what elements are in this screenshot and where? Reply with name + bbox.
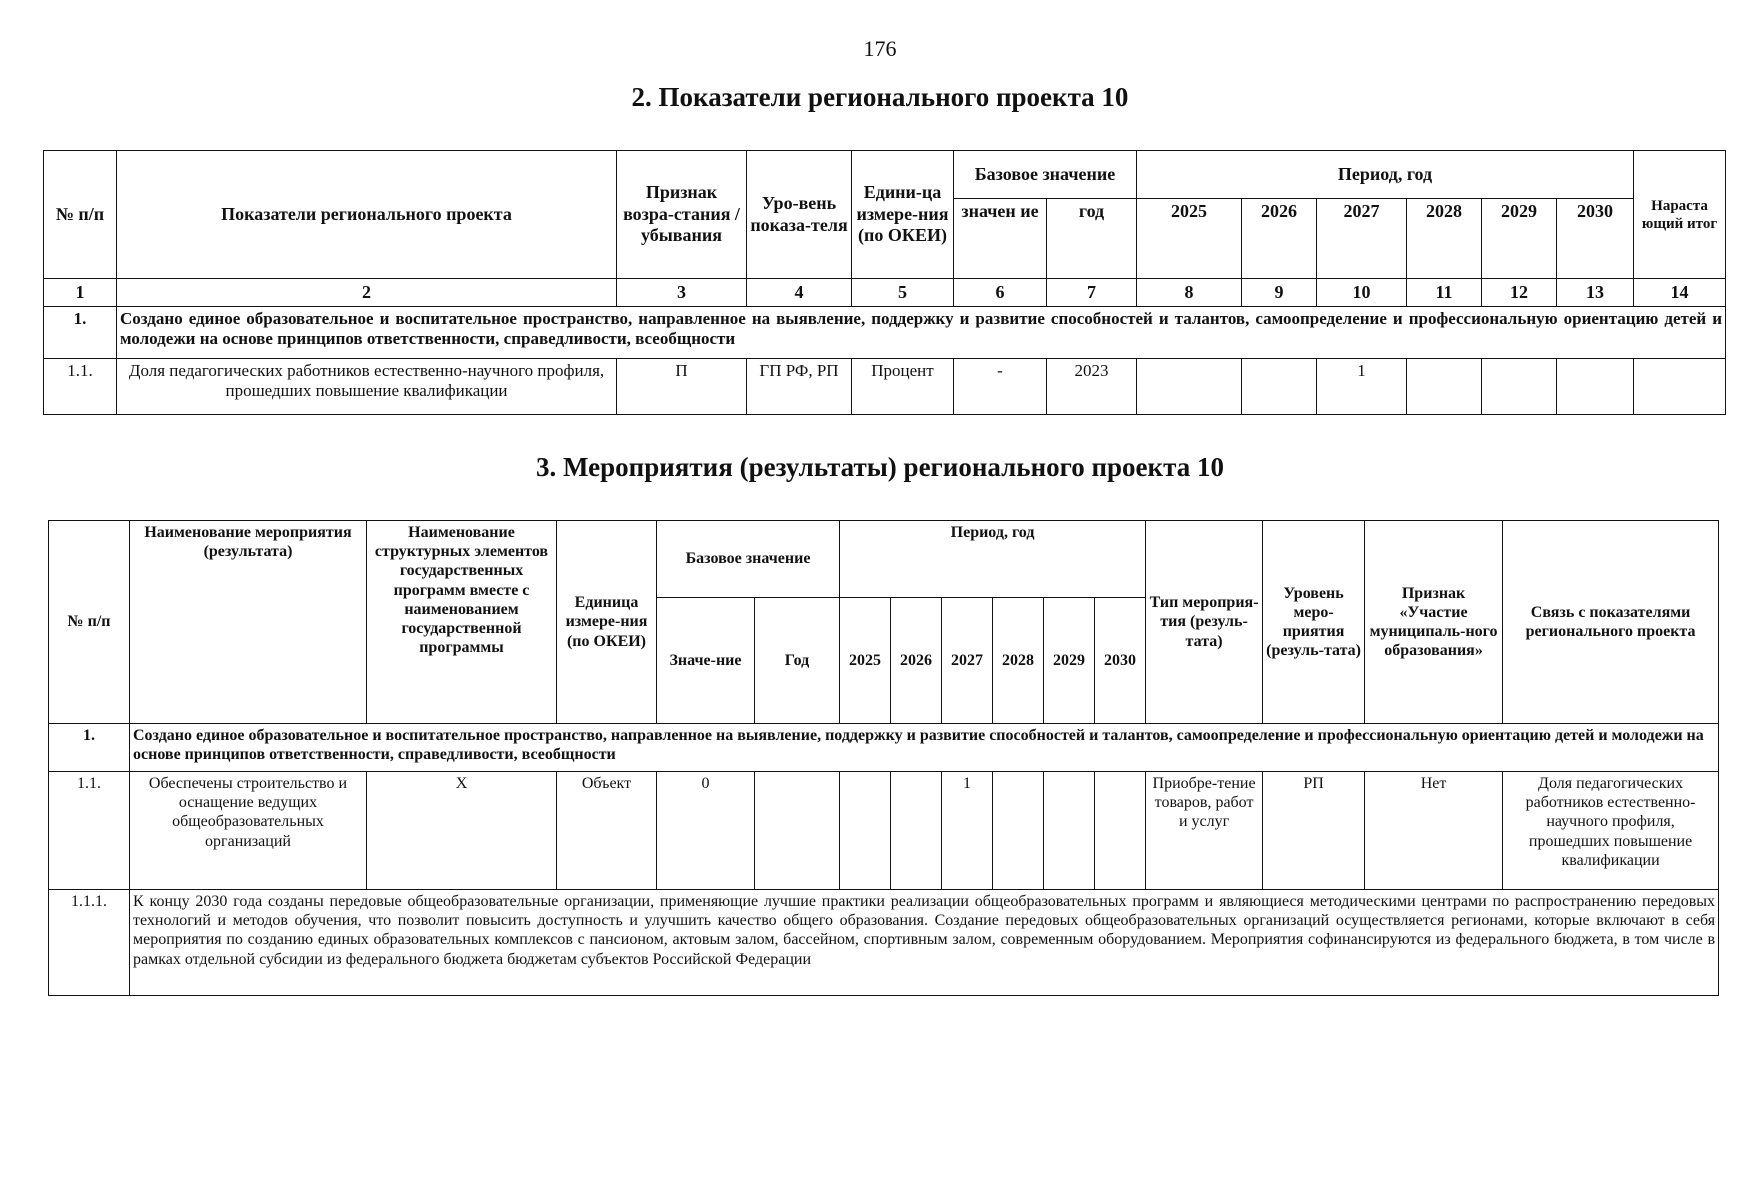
- t2-header-year: 2029: [1482, 199, 1557, 279]
- t2-col-number: 13: [1557, 279, 1634, 307]
- t2-col-number: 14: [1634, 279, 1726, 307]
- t2-col-number: 4: [747, 279, 852, 307]
- t3-row-base-value: 0: [657, 772, 755, 890]
- t2-col-number: 3: [617, 279, 747, 307]
- section2-title: 2. Показатели регионального проекта 10: [631, 82, 1129, 112]
- t2-row-year-value: [1482, 359, 1557, 415]
- t2-col-number: 8: [1137, 279, 1242, 307]
- t2-row-sign: П: [617, 359, 747, 415]
- t3-header-year: 2028: [993, 598, 1044, 724]
- t2-header-base: Базовое значение: [954, 151, 1137, 199]
- t3-header-structural: Наименование структурных элементов государственных программ вместе с наименованием государственной программы: [367, 521, 557, 724]
- t3-header-year: 2029: [1044, 598, 1095, 724]
- t2-header-year: 2027: [1317, 199, 1407, 279]
- t2-col-number: 6: [954, 279, 1047, 307]
- t2-header-year: 2030: [1557, 199, 1634, 279]
- t2-col-number: 7: [1047, 279, 1137, 307]
- t2-header-unit: Едини-ца измере-ния (по ОКЕИ): [852, 151, 954, 279]
- t3-header-num: № п/п: [49, 521, 130, 724]
- t3-header-base-value: Значе-ние: [657, 598, 755, 724]
- t2-row-year-value: [1557, 359, 1634, 415]
- t3-row-municipal: Нет: [1365, 772, 1503, 890]
- t3-row-num: 1.1.: [49, 772, 130, 890]
- t2-row-base-value: -: [954, 359, 1047, 415]
- t3-group-num: 1.: [49, 724, 130, 772]
- t3-header-link: Связь с показателями регионального проекта: [1503, 521, 1719, 724]
- t2-row-cumulative: [1634, 359, 1726, 415]
- t2-row-indicator: Доля педагогических работников естественно-научного профиля, прошедших повышение квалификации: [117, 359, 617, 415]
- t3-header-type: Тип мероприя-тия (резуль-тата): [1146, 521, 1263, 724]
- t3-row-base-year: [755, 772, 840, 890]
- indicators-table: [43, 150, 1726, 415]
- t3-header-year: 2026: [891, 598, 942, 724]
- t2-group-num: 1.: [44, 307, 117, 359]
- t3-header-period: Период, год: [840, 521, 1146, 598]
- t3-row-link: Доля педагогических работников естественно-научного профиля, прошедших повышение квалификации: [1503, 772, 1719, 890]
- t2-col-number: 11: [1407, 279, 1482, 307]
- t2-header-num: № п/п: [44, 151, 117, 279]
- t2-header-year: 2026: [1242, 199, 1317, 279]
- t2-header-indicator: Показатели регионального проекта: [117, 151, 617, 279]
- t3-header-year: 2025: [840, 598, 891, 724]
- t3-row-year-value: [1095, 772, 1146, 890]
- t3-header-level: Уровень меро-приятия (резуль-тата): [1263, 521, 1365, 724]
- t2-row-year-value: [1242, 359, 1317, 415]
- t3-desc-num: 1.1.1.: [49, 890, 130, 996]
- t3-desc-text: К концу 2030 года созданы передовые общеобразовательные организации, применяющие лучшие практики реализации общеобразовательных программ и являющиеся методическими центрами по распространению передовых технологий и методов обучения, что позволит повысить доступность и улучшить качество общего образования. Создание передовых общеобразовательных организаций осуществляется регионами, которые включают в себя мероприятия по созданию единых образовательных комплексов с пансионом, актовым залом, бассейном, спортивным залом, современным оборудованием. Мероприятия софинансируются из федерального бюджета, в том числе в рамках отдельной субсидии из федерального бюджета бюджетам субъектов Российской Федерации: [130, 890, 1719, 996]
- t2-header-sign: Признак возра-стания / убывания: [617, 151, 747, 279]
- t3-row-structural: Х: [367, 772, 557, 890]
- t2-col-number: 5: [852, 279, 954, 307]
- t3-header-year: 2030: [1095, 598, 1146, 724]
- page-number: 176: [863, 36, 897, 61]
- t2-col-number: 1: [44, 279, 117, 307]
- t3-row-year-value: [993, 772, 1044, 890]
- t2-group-text: Создано единое образовательное и воспитательное пространство, направленное на выявление, поддержку и развитие способностей и талантов, самоопределение и профессиональную ориентацию детей и молодежи на основе принципов ответственности, справедливости, всеобщности: [117, 307, 1726, 359]
- t2-header-cumulative: Нараста ющий итог: [1634, 151, 1726, 279]
- t2-col-number: 2: [117, 279, 617, 307]
- t2-col-number: 9: [1242, 279, 1317, 307]
- t2-header-year: 2028: [1407, 199, 1482, 279]
- t2-row-year-value: 1: [1317, 359, 1407, 415]
- t3-header-name: Наименование мероприятия (результата): [130, 521, 367, 724]
- t3-row-name: Обеспечены строительство и оснащение ведущих общеобразовательных организаций: [130, 772, 367, 890]
- t3-group-text: Создано единое образовательное и воспитательное пространство, направленное на выявление, поддержку и развитие способностей и талантов, самоопределение и профессиональную ориентацию детей и молодежи на основе принципов ответственности, справедливости, всеобщности: [130, 724, 1719, 772]
- t3-header-unit: Единица измере-ния (по ОКЕИ): [557, 521, 657, 724]
- t3-header-municipal: Признак «Участие муниципаль-ного образования»: [1365, 521, 1503, 724]
- t2-header-year: 2025: [1137, 199, 1242, 279]
- t3-header-base: Базовое значение: [657, 521, 840, 598]
- activities-table: [48, 520, 1719, 996]
- t3-row-unit: Объект: [557, 772, 657, 890]
- t2-row-year-value: [1137, 359, 1242, 415]
- t2-row-base-year: 2023: [1047, 359, 1137, 415]
- section3-title: 3. Мероприятия (результаты) регионального проекта 10: [536, 452, 1224, 482]
- t2-header-base-year: год: [1047, 199, 1137, 279]
- t3-row-level: РП: [1263, 772, 1365, 890]
- t3-row-year-value: [840, 772, 891, 890]
- t2-row-year-value: [1407, 359, 1482, 415]
- t3-header-base-year: Год: [755, 598, 840, 724]
- t2-row-num: 1.1.: [44, 359, 117, 415]
- t2-header-base-value: значен ие: [954, 199, 1047, 279]
- t2-col-number: 10: [1317, 279, 1407, 307]
- t2-header-period: Период, год: [1137, 151, 1634, 199]
- t2-row-unit: Процент: [852, 359, 954, 415]
- t3-row-year-value: [891, 772, 942, 890]
- t2-header-level: Уро-вень показа-теля: [747, 151, 852, 279]
- t2-row-level: ГП РФ, РП: [747, 359, 852, 415]
- t3-row-year-value: 1: [942, 772, 993, 890]
- t2-col-number: 12: [1482, 279, 1557, 307]
- t3-row-year-value: [1044, 772, 1095, 890]
- t3-header-year: 2027: [942, 598, 993, 724]
- t3-row-type: Приобре-тение товаров, работ и услуг: [1146, 772, 1263, 890]
